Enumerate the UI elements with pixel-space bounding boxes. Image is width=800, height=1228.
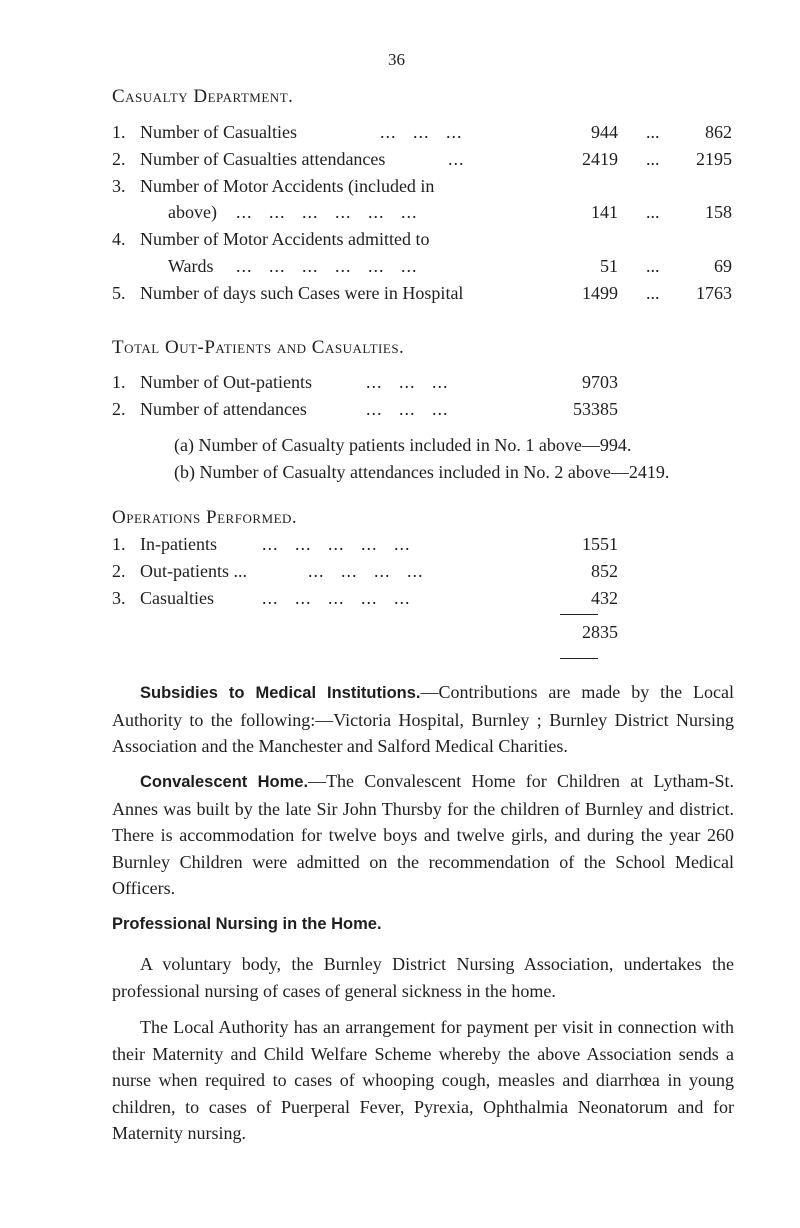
table-row bbox=[112, 202, 732, 228]
value-current: 2419 bbox=[582, 149, 618, 169]
leader-dots: ... bbox=[646, 283, 660, 303]
value-current: 141 bbox=[591, 202, 618, 222]
value-current: 432 bbox=[591, 588, 618, 608]
table-row bbox=[112, 122, 732, 148]
value-previous: 2195 bbox=[696, 149, 732, 169]
casualty-heading: Casualty Department. bbox=[112, 86, 294, 107]
convalescent-heading: Convalescent Home. bbox=[140, 773, 309, 791]
leader-dots: ... ... ... bbox=[366, 372, 449, 392]
row-label: Out-patients ... bbox=[140, 561, 247, 581]
row-label: Number of days such Cases were in Hospital bbox=[140, 283, 464, 303]
value-previous: 158 bbox=[705, 202, 732, 222]
sum-rule-top bbox=[560, 614, 598, 615]
value-current: 944 bbox=[591, 122, 618, 142]
subsidies-text: —Contributions are made by the Local Authority to the following:—Victoria Hospital, Burnley ; Burnley District Nursing Association and the Manchester and Salford Medical Charities. bbox=[112, 682, 734, 757]
value-current: 9703 bbox=[582, 372, 618, 392]
leader-dots: ... bbox=[646, 122, 660, 142]
row-label: Number of Motor Accidents admitted to bbox=[140, 229, 430, 249]
table-row bbox=[112, 256, 732, 282]
convalescent-text: —The Convalescent Home for Children at Lytham-St. Annes was built by the late Sir John Thursby for the children of Burnley and district. There is accommodation for twelve boys and twelve girls, and during the year 260 Burnley Children were admitted on the recommendation of the School Medical Officers. bbox=[112, 771, 734, 899]
leader-dots: ... bbox=[448, 149, 465, 169]
leader-dots: ... ... ... ... ... bbox=[262, 534, 411, 554]
table-row bbox=[112, 622, 732, 648]
table-row bbox=[112, 229, 732, 255]
convalescent-paragraph bbox=[112, 768, 734, 902]
row-label: In-patients bbox=[140, 534, 217, 554]
table-row bbox=[112, 176, 732, 202]
row-label: Casualties bbox=[140, 588, 214, 608]
row-number: 3. bbox=[112, 588, 126, 608]
table-row bbox=[112, 283, 732, 309]
value-previous: 69 bbox=[714, 256, 732, 276]
total-heading: Total Out-Patients and Casualties. bbox=[112, 337, 405, 358]
leader-dots: ... ... ... ... ... ... bbox=[236, 256, 418, 276]
row-label: Number of attendances bbox=[140, 399, 307, 419]
leader-dots: ... bbox=[646, 202, 660, 222]
row-number: 2. bbox=[112, 149, 126, 169]
row-label-continued: Wards bbox=[168, 256, 214, 276]
row-number: 1. bbox=[112, 122, 126, 142]
page-number: 36 bbox=[388, 50, 405, 69]
leader-dots: ... ... ... ... ... ... bbox=[236, 202, 418, 222]
sum-rule-bottom bbox=[560, 658, 598, 659]
professional-text-1: A voluntary body, the Burnley District Nursing Association, undertakes the professional nursing of cases of general sickness in the home. bbox=[112, 954, 734, 1001]
table-row bbox=[112, 588, 732, 614]
note-b: (b) Number of Casualty attendances included in No. 2 above—2419. bbox=[174, 462, 670, 482]
row-number: 1. bbox=[112, 534, 126, 554]
value-current: 852 bbox=[591, 561, 618, 581]
row-number: 4. bbox=[112, 229, 126, 249]
row-label: Number of Casualties bbox=[140, 122, 297, 142]
leader-dots: ... ... ... ... ... bbox=[262, 588, 411, 608]
table-row bbox=[112, 561, 732, 587]
operations-heading: Operations Performed. bbox=[112, 507, 298, 528]
row-number: 2. bbox=[112, 561, 126, 581]
leader-dots: ... bbox=[646, 256, 660, 276]
row-number: 3. bbox=[112, 176, 126, 196]
row-number: 2. bbox=[112, 399, 126, 419]
subsidies-heading: Subsidies to Medical Institutions. bbox=[140, 684, 421, 702]
value-current: 51 bbox=[600, 256, 618, 276]
subsidies-paragraph bbox=[112, 679, 734, 760]
value-current: 53385 bbox=[573, 399, 618, 419]
table-row bbox=[112, 399, 732, 425]
professional-paragraph-1 bbox=[112, 951, 734, 1004]
leader-dots: ... bbox=[646, 149, 660, 169]
row-label: Number of Out-patients bbox=[140, 372, 312, 392]
leader-dots: ... ... ... ... bbox=[308, 561, 424, 581]
operations-total: 2835 bbox=[582, 622, 618, 642]
row-label: Number of Casualties attendances bbox=[140, 149, 386, 169]
professional-text-2: The Local Authority has an arrangement for payment per visit in connection with their Maternity and Child Welfare Scheme whereby the above Association sends a nurse when required to cases of whooping cough, measles and diarrhœa in young children, to cases of Puerperal Fever, Pyrexia, Ophthalmia Neonatorum and for Maternity nursing. bbox=[112, 1017, 734, 1144]
value-current: 1499 bbox=[582, 283, 618, 303]
value-previous: 862 bbox=[705, 122, 732, 142]
row-number: 5. bbox=[112, 283, 126, 303]
value-previous: 1763 bbox=[696, 283, 732, 303]
row-label: Number of Motor Accidents (included in bbox=[140, 176, 435, 196]
leader-dots: ... ... ... bbox=[380, 122, 463, 142]
table-row bbox=[112, 534, 732, 560]
table-row bbox=[112, 372, 732, 398]
note-a: (a) Number of Casualty patients included in No. 1 above—994. bbox=[174, 435, 632, 455]
leader-dots: ... ... ... bbox=[366, 399, 449, 419]
professional-paragraph-2 bbox=[112, 1014, 734, 1147]
row-label-continued: above) bbox=[168, 202, 217, 222]
row-number: 1. bbox=[112, 372, 126, 392]
table-row bbox=[112, 149, 732, 175]
professional-heading: Professional Nursing in the Home. bbox=[112, 915, 382, 933]
value-current: 1551 bbox=[582, 534, 618, 554]
